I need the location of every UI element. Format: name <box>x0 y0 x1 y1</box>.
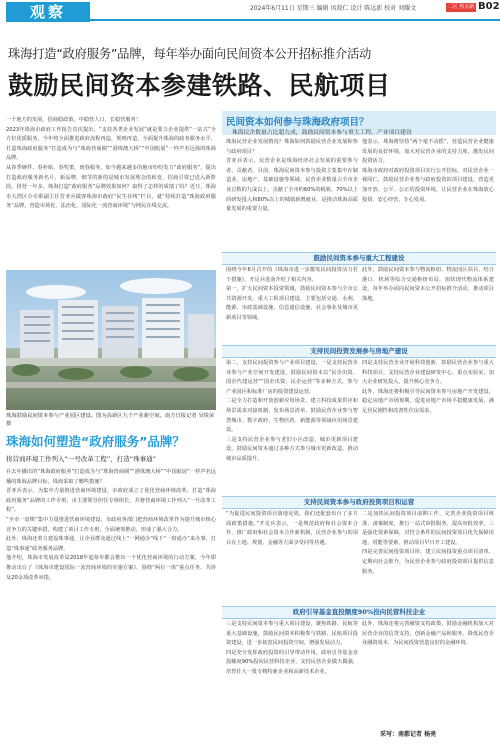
body-paragraph: 他介绍，珠海市发展改革局2018年起每年都会推出一个优化营商环境的行动方案，今年即推动出台了《珠海市建设国际一流营商环境的实施方案》，围绕“两位一体”重点任务，共涉及20余项改革举措。 <box>6 555 216 581</box>
body-paragraph: “为促进民间投资项目落地见效，我们还配套出台了多方面政策措施。”开足兵表示，一是规范政府和社会资本合作，推广政府和社会资本合作新机制，民营企业参与的项目在土地、规划、金融等方面享受同等待遇。 <box>226 511 358 546</box>
masthead-rule <box>90 19 500 21</box>
article-column <box>362 510 494 577</box>
body-paragraph: 围绕今年6月召开的《珠海市进一步激发民间投资活力若干措施》，开足兵进南介绍了相关内容。 <box>226 267 358 283</box>
body-paragraph: 此外，鼓励民间资本参与物流枢纽、物流园区项目，结合港口、机场等综合交通枢纽布局，加快现代物流体系建设，每年举办面向民间资本公开招标推介活动，推动项目落地。 <box>362 267 494 302</box>
section-heading-text: 鼓励民间资本参与重大工程建设 <box>313 254 405 262</box>
article-column <box>362 266 494 304</box>
lead-paragraph: 一个地方的发展，招商稳政策，中稳营人口，长稳营服务！ <box>6 117 141 123</box>
body-paragraph: 四是完善民间投资项目库，建立民间投资重点项目清单，定期向社会推介，为民营企业参与政府投资项目提供信息服务。 <box>362 549 494 575</box>
kicker: 珠海打造“政府服务”品牌，每年举办面向民间资本公开招标推介活动 <box>8 47 372 61</box>
article-column <box>226 359 358 465</box>
section-tag: 观察 <box>6 2 90 22</box>
body-paragraph: 在去年播出的“珠海政府服务”打造成为与“珠海营商圈”“港珠澳大桥”“中国航展”一样声名远播的珠海品牌目标，珠海采取了哪些措施？ <box>6 469 216 485</box>
body-paragraph: 二是加快民间投资项目前期工作，完善企业投资项目核准、备案制度，推行一站式审批服务，提高审批效率。三是强化要素保障，对符合条件的民间投资项目优先保障用地、用能等要素，推动项目早日开工建设。 <box>362 511 494 546</box>
article-column <box>226 620 358 678</box>
body-paragraph: 晋亚兵表示，民营企业是珠海经济社会发展的重要参与者、贡献者。目前，珠海民间资本参与投资主要集中在制造业、房地产、基础设施等领域，民营企业数量占全市企业总数的九成以上，贡献了全市约60%的税收、70%以上的研发投入和80%以上的城镇新增就业，是推动珠海高质量发展的重要力量。 <box>226 158 358 213</box>
article-column <box>362 138 494 205</box>
body-paragraph: 二是全力打造和开放创新应用场景，建立科技成果供应和场景需求对接机制，发布场景清单，鼓励民营企业参与智慧城市、数字政府、生物医药、新能源等领域应用场景建设。 <box>226 398 358 434</box>
article-column <box>226 266 358 324</box>
body-paragraph: 珠海民营企业发展情况？珠海如何鼓励民营企业发展和参与政府项目？ <box>226 139 358 155</box>
photo-caption: 珠海鼓励民间资本参与产业园区建设。图为高新区九个产业新空间。南方日报记者 吴锐荣 摄 <box>6 413 215 427</box>
masthead-badge: 二区 热点新闻 <box>447 4 475 19</box>
body-paragraph: 此外，珠海还将完善融资支持政策，鼓励金融机构加大对民营企业的信贷支持，创新金融产品和服务，降低民营企业融资成本，为民间投资营造良好的金融环境。 <box>362 621 494 647</box>
body-paragraph: 此外，珠海还将积极引导民间资本参与房地产开发建设，稳定房地产市场预期，促进房地产市场平稳健康发展，满足居民刚性和改善性住房需求。 <box>362 388 494 414</box>
body-paragraph: 第一，扩大民间资本投资领域，鼓励民间资本参与全市公共资源开发、重大工程项目建设，主要包括交通、水利、能源、市政基础设施、信息通信设施、社会事业及城市更新项目等领域。 <box>226 286 358 321</box>
body-paragraph: “全市一盘棋”集中力量推进营商环境建设，市政府各部门把营商环境改革作为提升城市核心竞争力的关键举措，构建了项目工作专班，全面统筹推动，形成了强大合力。 <box>6 516 216 533</box>
subheadline: 珠海如何塑造“政府服务”品牌？ <box>6 434 185 449</box>
left-article-body <box>6 468 216 583</box>
question-deck: 珠海民企数量占比超九成，鼓励民间资本参与重大工程、产业项目建设 <box>232 130 412 136</box>
page-number: B02 <box>478 1 500 12</box>
section-heading <box>222 496 496 509</box>
lead-paragraph: 从春季硬件、春补贴、春奖策，到春服务，如今越来越多的地市纷纷发力“政府服务”，提出打造政府服务新名片，新品牌，细节的新的是城市发展理念的转变，招商引资已进入新阶段，拼营一年多，珠海打造“政府服务”品牌效果如何？取得了怎样的成绩了吗？近日，珠海市大湾区办专职副主任晋亚兵做客珠海市政府“民生在线”栏目，就“持续打造”珠海政府服务“品牌，营造市场化、法治化、国际化一流营商环境”与网民在线交流。 <box>6 164 216 210</box>
article-column <box>226 138 358 215</box>
body-paragraph: 三是支持民间资本参与重大项目建设，聚焦铁路、民航等重大基础设施，鼓励民间资本积极参与铁路、民航项目投资建设，进一步拓宽民间投资空间，增强发展动力。 <box>226 621 358 647</box>
body-paragraph: 晋亚兵表示，为集中力量推进营商环境建设，市政府成立了优化营商环境改革，打造“珠海政府服务”品牌的工作专班，市主要领导担任专班组长，并将营商环境工作列入“一号改革工程”。 <box>6 488 216 514</box>
body-paragraph: 三是支持民营企业参与老旧小区改造、城市更新项目建设，鼓励民间资本通过多种方式参与城市更新改造，推动城市品质提升。 <box>226 436 358 462</box>
body-paragraph: 第二，支持民间投资参与产业项目建设，一是支持民营企业参与产业空间开发建设，鼓励民间资本以“民企出资、国企代建运营”“国企出资、民企运营”等多种方式，参与产业园区和标准厂房的投资建设运营。 <box>226 360 358 395</box>
body-paragraph: 珠海市政府对政府投资项目实行公开招标，对民营企业一视同仁，鼓励民营企业参与政府投资的项目建设，营造更加开放、公平、公正的投资环境，让民营企业在珠海放心投资、安心经营、专心发展。 <box>362 167 494 203</box>
lead-paragraph: 2023年珠海市政府工作报告首次提出，“支持各类企业发展”就是要力企业提供“一站式”全方位优质服务，今年将全面推进政府流程再造，规则再造，全面提升珠海的政务服务水平，打造珠海政府服务“打造成为与“珠海营商圈”“港珠澳大桥”“中国航展”一样声名远扬的珠海品牌。 <box>6 126 216 162</box>
article-column <box>362 359 494 417</box>
section-heading <box>222 606 496 619</box>
news-photo <box>6 270 216 410</box>
article-column <box>362 620 494 649</box>
section-heading <box>222 252 496 265</box>
section-heading-text: 政府引导基金直投额度90%投向民营科技企业 <box>292 608 426 616</box>
question-title: 民间资本如何参与珠海政府项目？ <box>226 117 369 128</box>
byline: 采写：南都记者 杨亮 <box>380 731 437 738</box>
body-paragraph: 此外，珠海还着力建设珠事通，让企业群众通过线上“一网通办”线下“一窗通办”来办事，打造“珠事通”政务服务品牌。 <box>6 536 216 552</box>
lead-article <box>6 116 216 212</box>
headline: 鼓励民间资本参建铁路、民航项目 <box>8 71 391 100</box>
article-column <box>226 510 358 548</box>
body-paragraph: 四是充分发挥政府投资的引导带动作用，政府引导基金直投额度90%投向民营科技企业，支持民营企业做大做强，培育壮大一批专精特新企业和高新技术企业。 <box>226 649 358 675</box>
section-heading-text: 支持民间投资发展参与房地产建设 <box>310 347 408 355</box>
subheadline-deck: 将营商环境工作列入“一号改革工程”，打造“珠事通” <box>6 455 156 463</box>
body-paragraph: 他表示，珠海将坚持“两个毫不动摇”，营造民营企业健康发展的良好环境，加大对民营企业的支持力度，激发民间投资活力。 <box>362 139 494 165</box>
section-heading <box>222 345 496 358</box>
body-paragraph: 四是支持民营企业开展科技创新，鼓励民营企业参与重大科技项目，支持民营企业建设研发中心、重点实验室，加大企业研发投入，提升核心竞争力。 <box>362 360 494 386</box>
section-heading-text: 支持民间资本参与政府投资项目和运营 <box>303 498 415 506</box>
masthead-meta: 2024年6月11日 星期三 编辑 凤叙仁 设计 陈远新 校对 刘耀文 <box>250 5 417 12</box>
